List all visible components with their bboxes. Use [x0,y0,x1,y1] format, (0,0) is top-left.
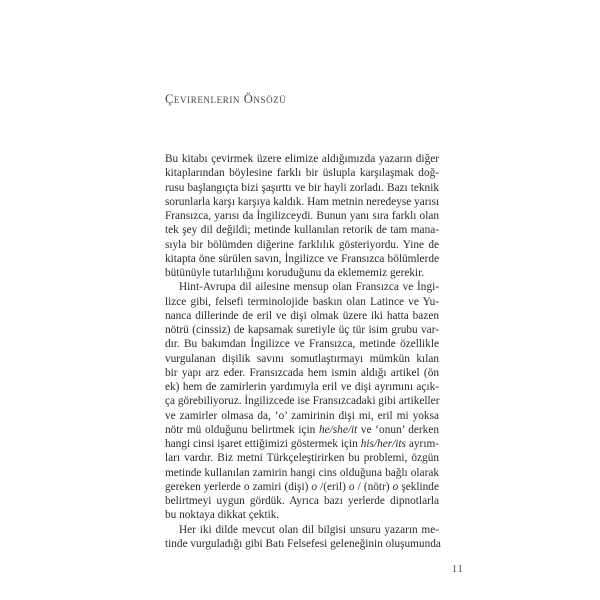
italic-text: he/she/it [318,423,358,436]
text-segment: / (nötr) [354,480,393,493]
text-line [165,480,439,494]
italic-text: o [392,480,399,493]
text-line [165,409,439,423]
text-segment: nötrü (cinssiz) de kapsamak suretiyle üç tür isim grubu var- [165,324,439,336]
text-line [165,209,439,223]
text-segment: metinde kullanılan zamirin hangi cins olduğuna bağlı olarak [165,466,439,479]
text-segment: bütünüyle tutarlılığını koruduğunu da eklememiz gerekir. [165,267,425,279]
text-line [165,295,439,309]
text-line [165,152,439,166]
text-segment: vurgulanan dişilik savını somutlaştırmayı mümkün kılan [165,352,439,365]
italic-text: o [311,480,318,493]
text-segment: belirtmeyi uygun gördük. Ayrıca bazı yerlerde dipnotlarla [165,495,439,507]
text-line [165,394,439,408]
italic-text: o [348,480,355,493]
text-segment: kitapta öne sürülen savın, İngilizce ve Fransızca bölümlerde [165,252,439,265]
text-segment: Fransızca, yarısı da İngilizceydi. Bunun yanı sıra farklı olan [165,210,439,222]
text-line [165,537,439,551]
text-line [165,451,439,465]
text-line [165,494,439,508]
text-line [165,166,439,180]
text-segment: rusu başlangıçta bizi şaşırttı ve bir hayli zorladı. Bazı teknik [165,181,439,194]
text-segment: hangi cinsi işaret ettiğimizi göstermek için [165,438,361,450]
text-line [165,238,439,252]
text-line [165,266,439,280]
text-segment: ları vardır. Biz metni Türkçeleştirirken bu problemi, özgün [165,452,439,465]
text-segment: şeklinde [398,480,439,493]
text-segment: sıyla bir bölümden diğerine farklılık gösteriyordu. Yine de [165,238,439,251]
text-segment: kitaplarından böylesine farklı bir üslupla karşılaşmak doğ- [165,167,439,180]
text-line [165,366,439,380]
text-segment: /(eril) [317,480,349,493]
body-text [165,152,439,551]
text-line [165,437,439,451]
text-segment: ayrım- [405,438,440,450]
text-segment: Bu kitabı çevirmek üzere elimize aldığımızda yazarın diğer [165,153,439,165]
text-line [165,337,439,351]
text-line [165,309,439,323]
text-segment: nötr mü olduğunu belirtmek için [165,423,319,436]
text-line [165,323,439,337]
text-line [165,181,439,195]
text-line [165,380,439,394]
text-segment: nanca dillerinde de eril ve dişi olmak üzere iki hatta bazen [165,309,439,322]
text-segment: lizce gibi, felsefi terminolojide baskın olan Latince ve Yu- [165,295,439,308]
text-segment: gereken yerlerde o zamiri (dişi) [165,480,312,493]
text-line [165,280,439,294]
text-segment: dır. Bu bakımdan İngilizce ve Fransızca, metinde özellikle [165,338,439,351]
chapter-heading: Çevirenlerin Önsözü [165,92,287,106]
text-line [165,523,439,537]
text-segment: ek) hem de zamirlerin yardımıyla eril ve dişi ayrımını açık- [165,381,439,393]
text-segment: tek şey dil değildi; metinde kullanılan retorik de tam mana- [165,224,439,237]
text-line [165,466,439,480]
text-segment: Hint-Avrupa dil ailesine mensup olan Fransızca ve İngi- [179,281,439,294]
text-segment: ve ‘onun’ derken [357,423,439,436]
text-segment: bu noktaya dikkat çektik. [165,509,280,522]
text-line [165,352,439,366]
text-segment: tinde vurguladığı gibi Batı Felsefesi geleneğinin oluşumunda [165,537,441,550]
text-line [165,423,439,437]
text-line [165,508,439,522]
italic-text: his/her/its [360,438,406,450]
text-line [165,223,439,237]
text-segment: ça görebiliyoruz. İngilizcede ise Fransızcadaki gibi artikeller [165,395,440,408]
text-segment: Her iki dilde mevcut olan dil bilgisi unsuru yazarın me- [179,523,439,536]
text-segment: sorunlarla karşı karşıya kaldık. Ham metnin neredeyse yarısı [165,195,440,208]
text-line [165,252,439,266]
text-line [165,195,439,209]
text-segment: bir yapı arz eder. Fransızcada hem ismin aldığı artikel (ön [165,366,439,379]
page-number: 11 [452,564,464,575]
text-segment: ve zamirler olmasa da, ‘o’ zamirinin dişi mi, eril mi yoksa [165,409,439,422]
